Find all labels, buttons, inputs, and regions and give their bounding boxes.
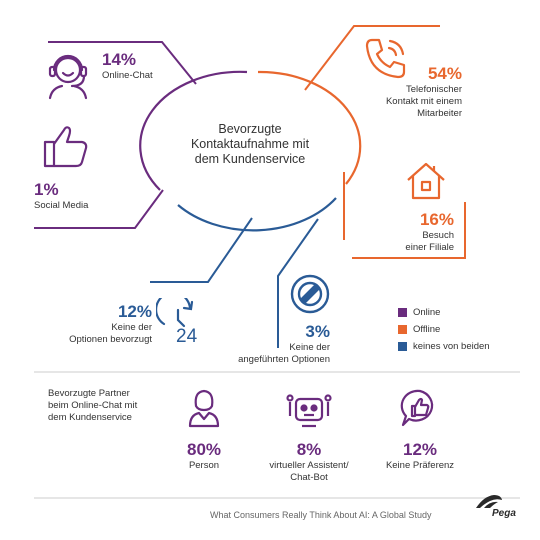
partner-title-line: beim Online-Chat mit <box>48 400 138 411</box>
legend-item-online <box>398 304 490 321</box>
segment-label: Besuch <box>422 230 454 241</box>
partner-title <box>48 388 168 424</box>
partner-title-line: Bevorzugte Partner <box>48 388 130 399</box>
speech-thumbs-up-icon <box>400 388 440 428</box>
partner-keine-praeferenz <box>372 440 468 472</box>
segment-label: einer Filiale <box>405 242 454 253</box>
segment-label: Telefonischer <box>406 84 462 95</box>
robot-icon <box>286 388 332 428</box>
segment-label: Keine der <box>111 322 152 333</box>
partner-label: Keine Präferenz <box>385 460 455 471</box>
value-label: 80% <box>186 440 222 459</box>
segment-label: Optionen bevorzugt <box>69 334 152 345</box>
person-icon <box>184 388 224 428</box>
legend-item-none <box>398 338 490 355</box>
clock-24-text: 24 <box>176 326 198 344</box>
segment-telefon <box>380 64 462 120</box>
partner-label: virtueller Assistent/ <box>269 460 349 471</box>
segment-label: Kontakt mit einem <box>385 96 462 107</box>
chart-title <box>180 122 320 167</box>
segment-label: Mitarbeiter <box>417 108 462 119</box>
title-line: Kontaktaufnahme mit <box>190 137 310 151</box>
legend-swatch <box>398 342 407 351</box>
value-label: 8% <box>296 440 322 459</box>
legend-label: Online <box>413 306 441 318</box>
pega-logo-text: Pega <box>492 508 516 519</box>
headset-person-icon <box>42 50 94 100</box>
footer-source: What Consumers Really Think About AI: A Global Study <box>210 510 432 520</box>
value-label: 12% <box>117 302 152 321</box>
value-label: 54% <box>427 64 462 83</box>
none-connector-left <box>150 218 252 282</box>
partner-label: Chat-Bot <box>290 472 328 483</box>
value-label: 16% <box>419 210 454 229</box>
legend-label: keines von beiden <box>413 340 490 352</box>
segment-keine-angefuehrt <box>230 322 330 366</box>
segment-online-chat <box>102 50 153 82</box>
legend-swatch <box>398 325 407 334</box>
value-label: 1% <box>34 180 59 199</box>
segment-label: Online-Chat <box>102 70 153 81</box>
thumbs-up-icon <box>42 122 90 170</box>
partner-person <box>164 440 244 472</box>
title-line: dem Kundenservice <box>194 152 306 166</box>
partner-chatbot <box>254 440 364 484</box>
segment-label: Keine der <box>289 342 330 353</box>
partner-label: Person <box>188 460 220 471</box>
value-label: 14% <box>102 50 137 69</box>
house-icon <box>404 158 448 202</box>
legend-label: Offline <box>413 323 441 335</box>
value-label: 12% <box>402 440 438 459</box>
segment-label: Social Media <box>34 200 89 211</box>
segment-label: angeführten Optionen <box>238 354 330 365</box>
legend-swatch <box>398 308 407 317</box>
value-label: 3% <box>305 322 330 341</box>
legend <box>398 304 490 355</box>
segment-social-media <box>34 180 88 212</box>
segment-keine-option <box>44 302 152 346</box>
title-line: Bevorzugte <box>218 122 282 136</box>
clock-24-icon <box>156 298 210 344</box>
prohibited-icon <box>288 272 332 316</box>
segment-filiale <box>392 210 454 254</box>
legend-item-offline <box>398 321 490 338</box>
partner-title-line: dem Kundenservice <box>48 412 132 423</box>
